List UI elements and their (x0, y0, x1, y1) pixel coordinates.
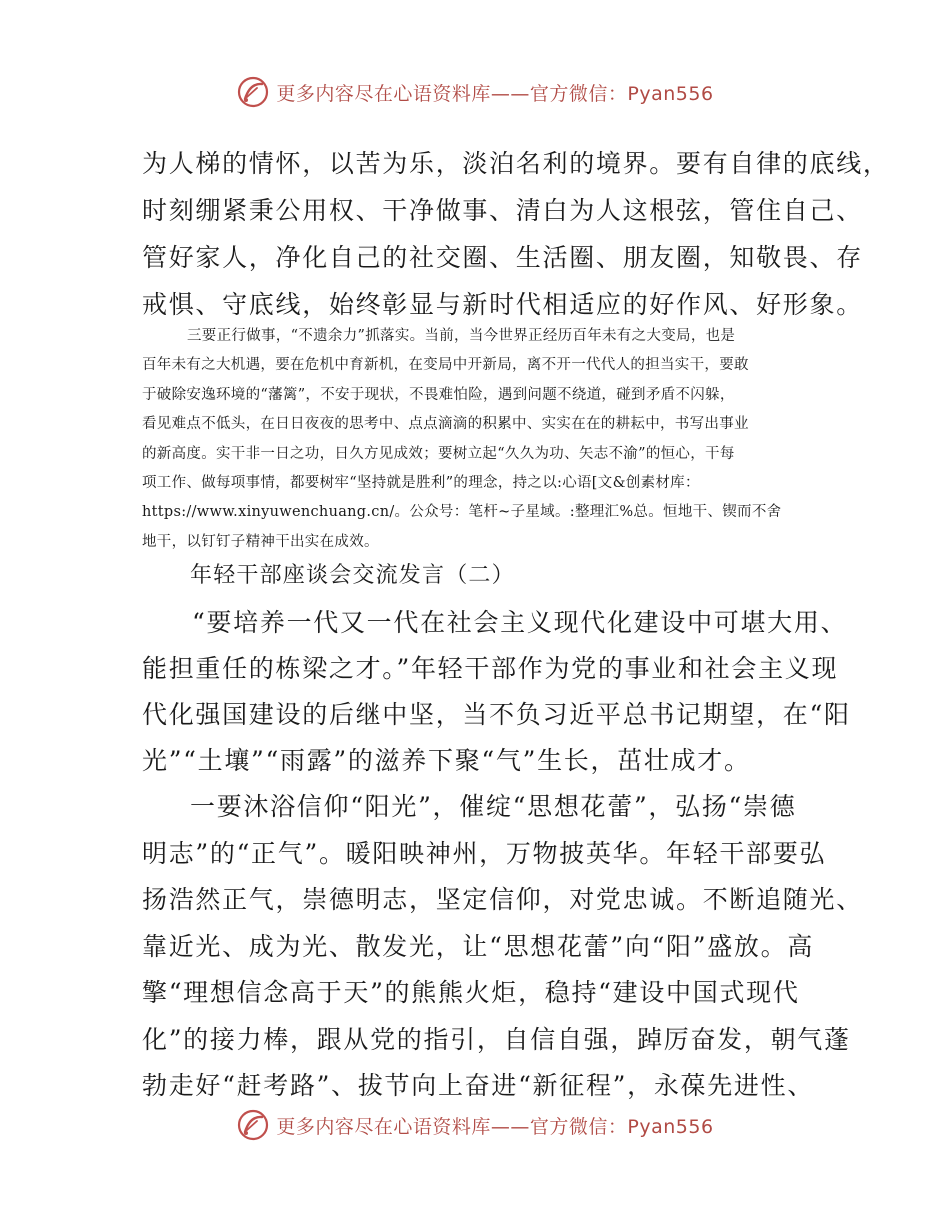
text-line: 地干，以钉钉子精神干出实在成效。 (142, 533, 379, 550)
paragraph-1 (142, 600, 851, 784)
text-line: 一要沐浴信仰“阳光”，催绽“思想花蕾”，弘扬“崇德 (190, 792, 797, 821)
text-line: 靠近光、成为光、散发光，让“思想花蕾”向“阳”盛放。高 (142, 931, 815, 961)
text-line: 光”“土壤”“雨露”的滋养下聚“气”生长，茁壮成才。 (142, 746, 751, 775)
text-line: 管好家人，净化自己的社交圈、生活圈、朋友圈，知敬畏、存 (142, 243, 863, 272)
text-line: 看见难点不低头，在日日夜夜的思考中、点点滴滴的积累中、实实在在的耕耘中，书写出事业 (142, 416, 749, 433)
text-line: 明志”的“正气”。暖阳映神州，万物披英华。年轻干部要弘 (142, 838, 827, 868)
text-line: “要培养一代又一代在社会主义现代化建设中可堪大用、 (192, 608, 848, 637)
text-line: 扬浩然正气，崇德明志，坚定信仰，对党忠诚。不断追随光、 (142, 885, 863, 914)
brand-logo-icon (236, 75, 270, 109)
text-line: 化”的接力棒，跟从党的指引，自信自强，踔厉奋发，朝气蓬 (142, 1024, 851, 1054)
text-line: 的新高度。实干非一日之功，日久方见成效；要树立起“久久为功、矢志不渝”的恒心，干每 (142, 445, 735, 462)
text-line: 为人梯的情怀，以苦为乐，淡泊名利的境界。要有自律的底线， (142, 149, 890, 178)
header-watermark-banner (0, 72, 950, 112)
paragraph-2 (142, 784, 863, 1110)
footer-watermark-banner (0, 1105, 950, 1145)
brand-logo-icon (236, 1108, 270, 1142)
text-line: 能担重任的栋梁之才。”年轻干部作为党的事业和社会主义现 (142, 654, 839, 683)
text-line: 项工作、做每项事情，都要树牢“坚持就是胜利”的理念，持之以:心语[文&创素材库： (142, 475, 700, 492)
text-line: 时刻绷紧秉公用权、干净做事、清白为人这根弦，管住自己、 (142, 196, 863, 225)
text-line: 三要正行做事，“不遗余力”抓落实。当前，当今世界正经历百年未有之大变局，也是 (187, 328, 736, 344)
watermark-text: 更多内容尽在心语资料库——官方微信：Pyan556 (276, 82, 714, 105)
section-heading: 年轻干部座谈会交流发言（二） (190, 563, 515, 588)
text-line: 于破除安逸环境的“藩篱”，不安于现状，不畏难怕险，遇到问题不绕道，碰到矛盾不闪躲， (142, 386, 735, 403)
text-line: 擎“理想信念高于天”的熊熊火炬，稳持“建设中国式现代 (142, 978, 800, 1007)
text-line: 勃走好“赶考路”、拔节向上奋进“新征程”，永葆先进性、 (142, 1071, 815, 1100)
watermark-text: 更多内容尽在心语资料库——官方微信：Pyan556 (276, 1115, 714, 1138)
text-line: 百年未有之大机遇，要在危机中育新机，在变局中开新局，离不开一代代人的担当实干，要敢 (142, 357, 749, 374)
text-line: https://www.xinyuwenchuang.cn/。公众号：笔杆~子星域。:整理汇%总。恒地干、锲而不舍 (142, 504, 782, 521)
small-paragraph (142, 322, 814, 557)
text-line: 代化强国建设的后继中坚，当不负习近平总书记期望，在“阳 (142, 700, 851, 729)
intro-paragraph (142, 140, 890, 328)
text-line: 戒惧、守底线，始终彰显与新时代相适应的好作风、好形象。 (142, 290, 863, 319)
